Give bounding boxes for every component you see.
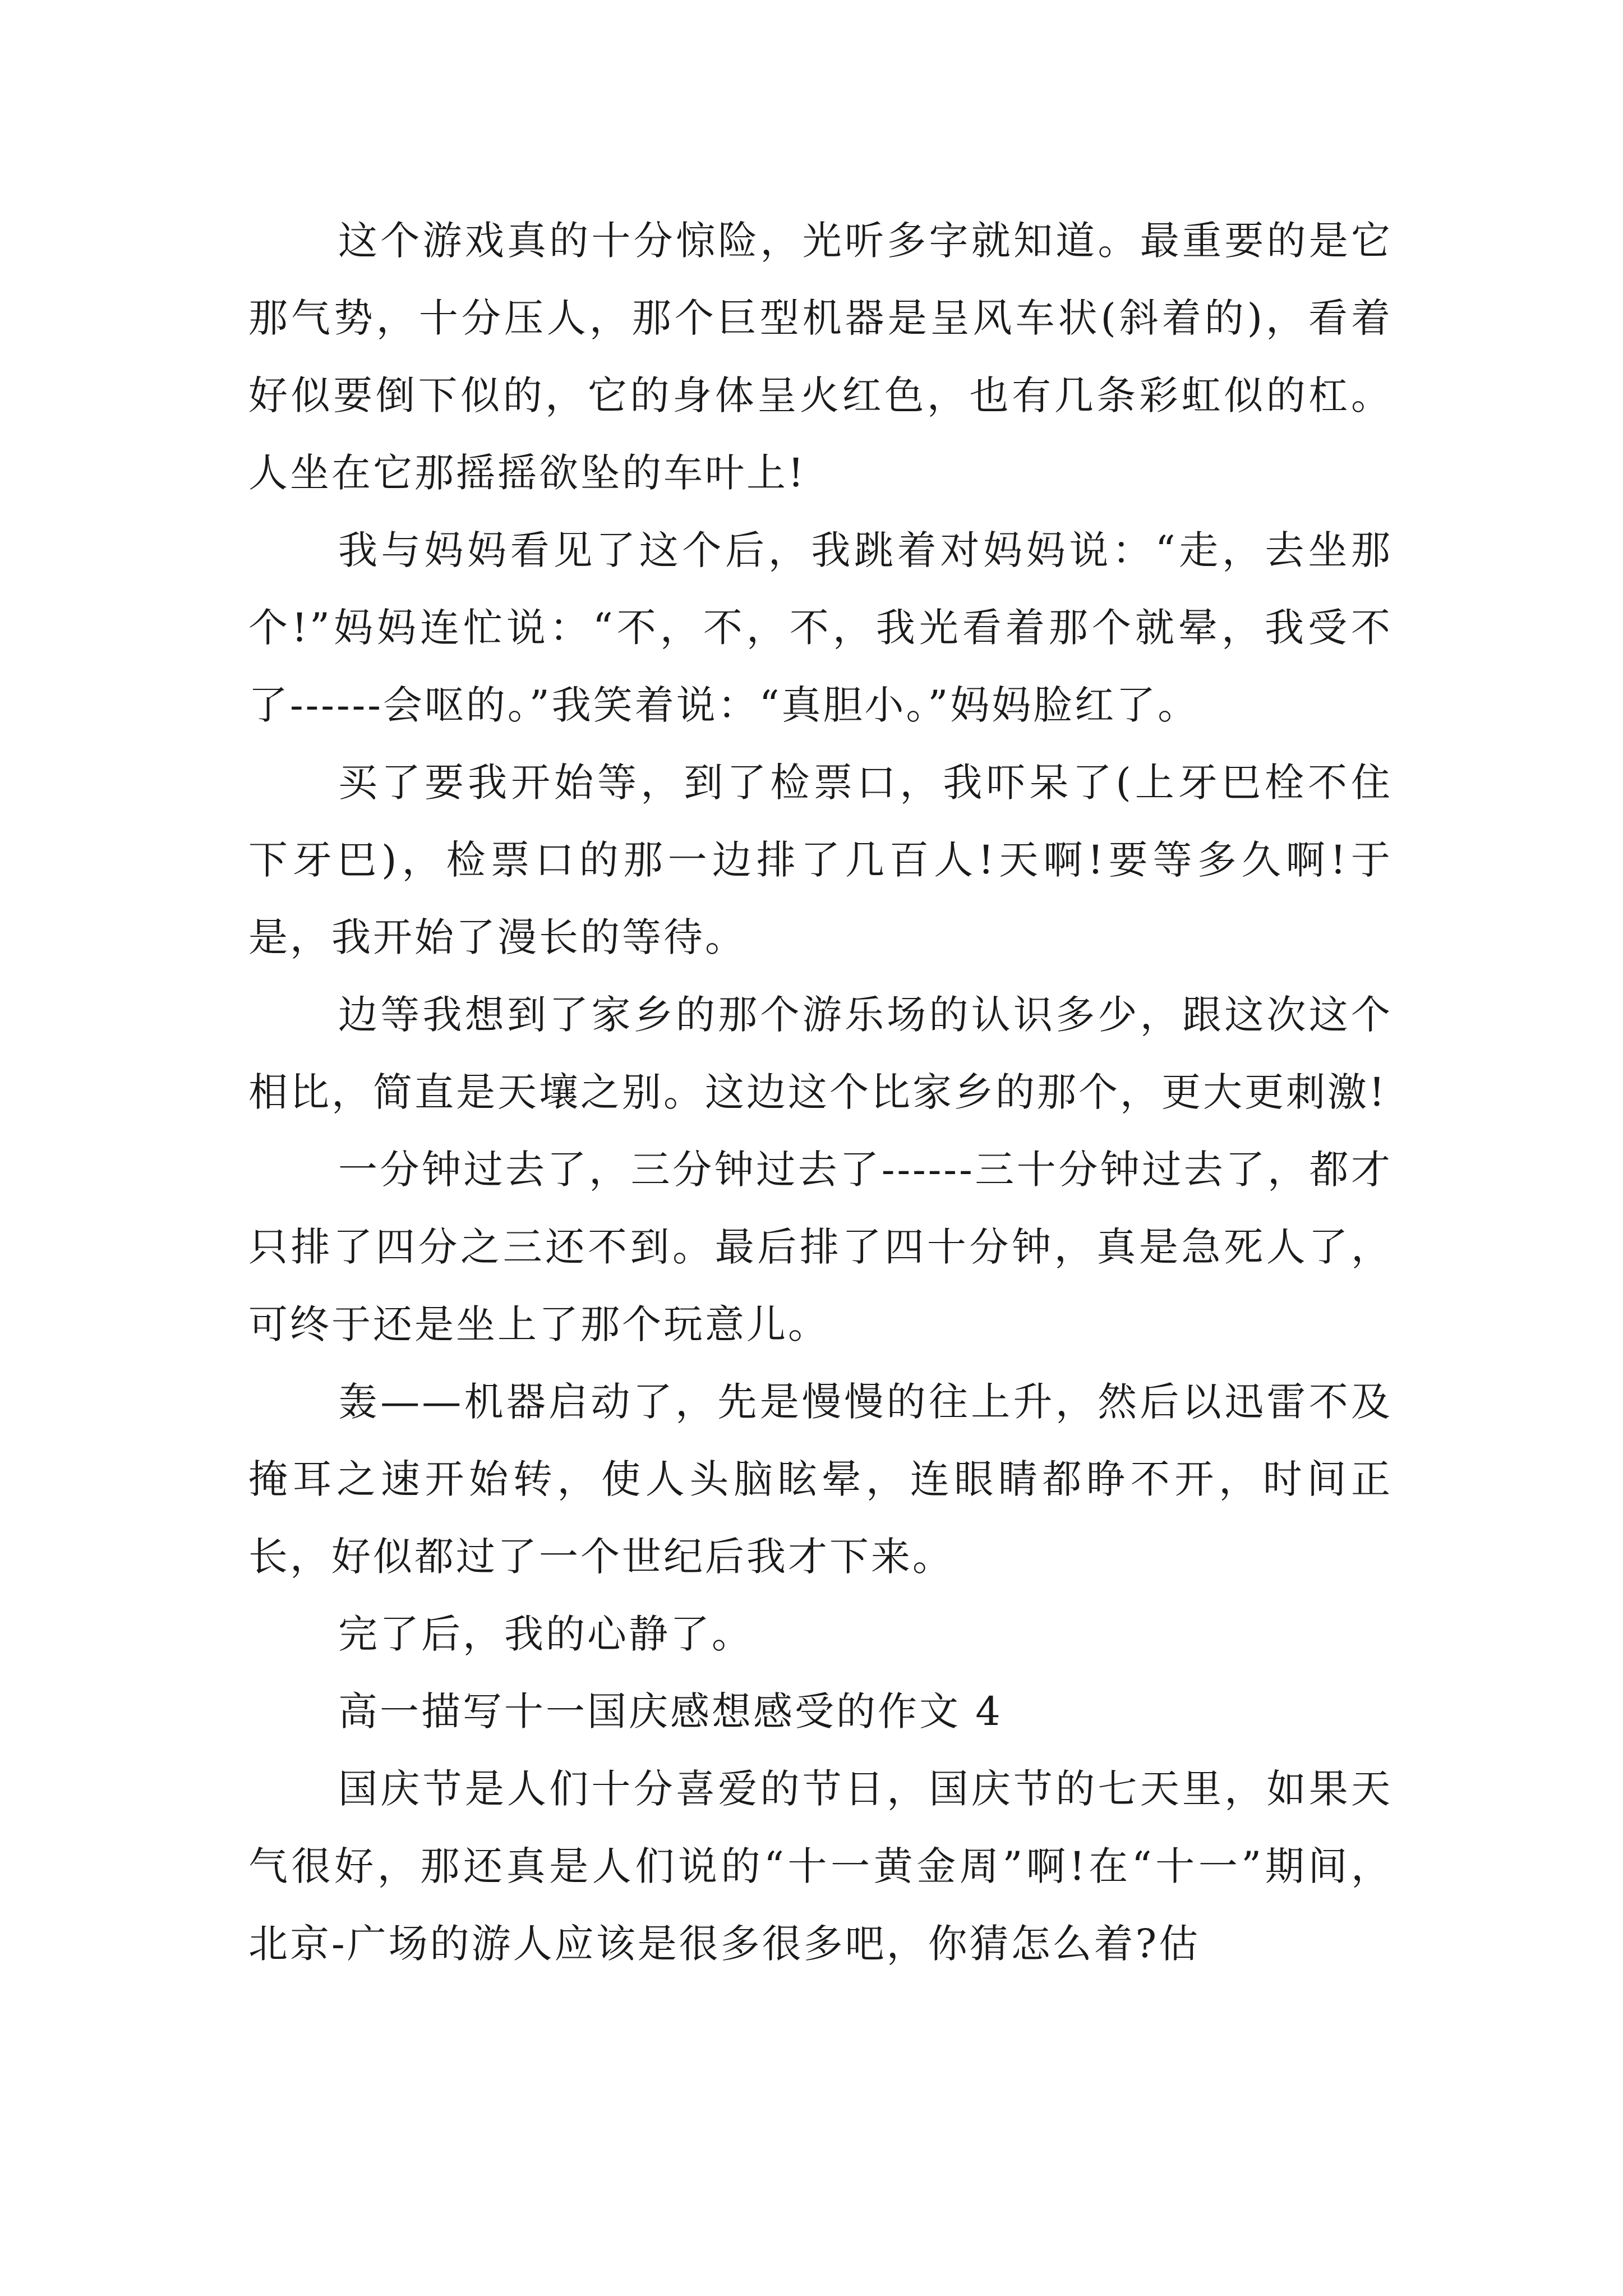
paragraph: 我与妈妈看见了这个后，我跳着对妈妈说：“走，去坐那个!”妈妈连忙说：“不，不，不，我光看着那个就晕，我受不了------会呕的。”我笑着说：“真胆小。”妈妈脸红了。 (248, 527, 1393, 728)
paragraph: 轰——机器启动了，先是慢慢的往上升，然后以迅雷不及掩耳之速开始转，使人头脑眩晕，连眼睛都睁不开，时间正长，好似都过了一个世纪后我才下来。 (248, 1379, 1393, 1580)
paragraph: 国庆节是人们十分喜爱的节日，国庆节的七天里，如果天气很好，那还真是人们说的“十一黄金周”啊!在“十一”期间，北京-广场的游人应该是很多很多吧，你猜怎么着?估 (248, 1766, 1393, 1967)
paragraph: 一分钟过去了，三分钟过去了------三十分钟过去了，都才只排了四分之三还不到。最后排了四十分钟，真是急死人了，可终于还是坐上了那个玩意儿。 (248, 1147, 1393, 1347)
paragraph: 完了后，我的心静了。 (338, 1611, 753, 1657)
paragraph: 买了要我开始等，到了检票口，我吓呆了(上牙巴栓不住下牙巴)，检票口的那一边排了几百人!天啊!要等多久啊!于是，我开始了漫长的等待。 (248, 760, 1393, 960)
section-heading: 高一描写十一国庆感想感受的作文 4 (338, 1688, 1003, 1734)
document-body (248, 202, 1393, 1982)
paragraph: 边等我想到了家乡的那个游乐场的认识多少，跟这次这个相比，简直是天壤之别。这边这个比家乡的那个，更大更刺激! (248, 992, 1393, 1115)
paragraph: 这个游戏真的十分惊险，光听多字就知道。最重要的是它那气势，十分压人，那个巨型机器是呈风车状(斜着的)，看着好似要倒下似的，它的身体呈火红色，也有几条彩虹似的杠。人坐在它那摇摇欲坠的车叶上! (248, 218, 1393, 496)
